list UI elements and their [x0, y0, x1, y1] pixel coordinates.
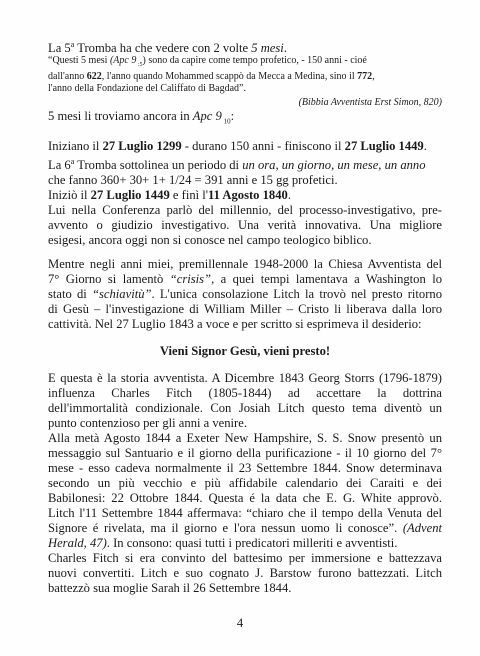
- line: di Gesù – l'investigazione di William Miller – Cristo li liberava dalla loro: [48, 302, 442, 316]
- line: Herald, 47). In consono: quasi tutti i predicatori milleriti e avventisti.: [48, 536, 398, 550]
- quote-block: [48, 55, 442, 109]
- quote-line-3: l'anno della Fondazione del Califfato di Bagdad”.: [48, 83, 246, 94]
- line: Charles Fitch si era convinto del battesimo per immersione e battezzava: [48, 551, 442, 565]
- section-heading: Vieni Signor Gesù, vieni presto!: [159, 344, 331, 358]
- line: Lui nella Conferenza parlò del millennio, del processo-investigativo, pre-: [48, 203, 442, 218]
- text: Tromba ha che vedere con 2 volte: [74, 41, 252, 56]
- line: dell'immortalità condizionale. Con Josiah Litch questo tema diventò un: [48, 401, 442, 415]
- quote-line-2: dall'anno 622, l'anno quando Mohammed scappò da Mecca a Medina, sino il 772,: [48, 71, 375, 82]
- section-3: [48, 371, 442, 596]
- text: .: [283, 41, 287, 56]
- line: stato di “schiavitù”. L'unica consolazione Litch la trovò nel presto ritorno: [48, 287, 442, 301]
- section-1: [48, 139, 442, 248]
- line: Iniziò il 27 Luglio 1449 e finì l'11 Agosto 1840.: [48, 188, 291, 203]
- line: Signore é rivelata, ma il giorno e l'ora nessun uomo li conosce”. (Advent: [48, 521, 442, 535]
- line: cattività. Nel 27 Luglio 1843 a voce e per scritto si esprimeva il desiderio:: [48, 317, 422, 331]
- line: influenza Charles Fitch (1805-1844) ad accettare la dottrina: [48, 386, 442, 400]
- line: Mentre negli anni miei, premillennale 1948-2000 la Chiesa Avventista del: [48, 257, 442, 271]
- header-line: [48, 37, 442, 56]
- line: esigesi, ancora oggi non si conosce nel campo teologico biblico.: [48, 233, 372, 248]
- text: La 5: [48, 41, 71, 56]
- line: Litch l'11 Settembre 1844 affermava: “chiaro che il tempo della Venuta del: [48, 506, 442, 520]
- line: secondo un più vecchio e più affidabile calendario dei Caraiti e dei: [48, 476, 442, 490]
- line: 7° Giorno si lamentò “crisis”, a quei tempi lamentava a Washington lo: [48, 272, 442, 286]
- section-2: [48, 257, 442, 332]
- line: Iniziano il 27 Luglio 1299 - durano 150 anni - finiscono il 27 Luglio 1449.: [48, 139, 427, 153]
- line: Alla metà Agosto 1844 a Exeter New Hampshire, S. S. Snow presentò un: [48, 431, 442, 445]
- line: mese - esso cadeva normalmente il 23 Settembre 1844. Snow determinava: [48, 461, 442, 475]
- apc-line: 5 mesi li troviamo ancora in Apc 9 $_{10}$:: [48, 109, 235, 126]
- superscript: a: [70, 40, 75, 49]
- line: che fanno 360+ 30+ 1+ 1/24 = 391 anni e 15 gg profetici.: [48, 173, 338, 188]
- line: battezzò sua moglie Sarah il 26 Settembre 1844.: [48, 581, 292, 595]
- line: La 6$^a$ Tromba sottolinea un periodo di un ora, un giorno, un mese, un anno: [48, 157, 426, 173]
- line: nuovi convertiti. Litch e suo cognato J. Barstow furono battezzati. Litch: [48, 566, 442, 580]
- page-number: 4: [236, 616, 244, 630]
- line: E questa è la storia avventista. A Dicembre 1843 Georg Storrs (1796-1879): [48, 371, 442, 385]
- emphasis: 5 mesi: [251, 41, 284, 56]
- line: Babilonesi: 22 Ottobre 1844. Questa é la data che E. G. White approvò.: [48, 491, 442, 505]
- quote-source: (Bibbia Avventista Erst Simon, 820): [298, 97, 442, 108]
- line: avvento o giudizio investigativo. Una verità innovativa. Una migliore: [48, 218, 442, 233]
- quote-line-1: “Questi 5 mesi (Apc 9 $_{:5}$) sono da capire come tempo profetico, - 150 anni - cioé: [48, 55, 367, 68]
- line: punto contenzioso per gli anni a venire.: [48, 416, 247, 430]
- line: messaggio sul Santuario e il giorno della purificazione - il 10 giorno del 7°: [48, 446, 442, 460]
